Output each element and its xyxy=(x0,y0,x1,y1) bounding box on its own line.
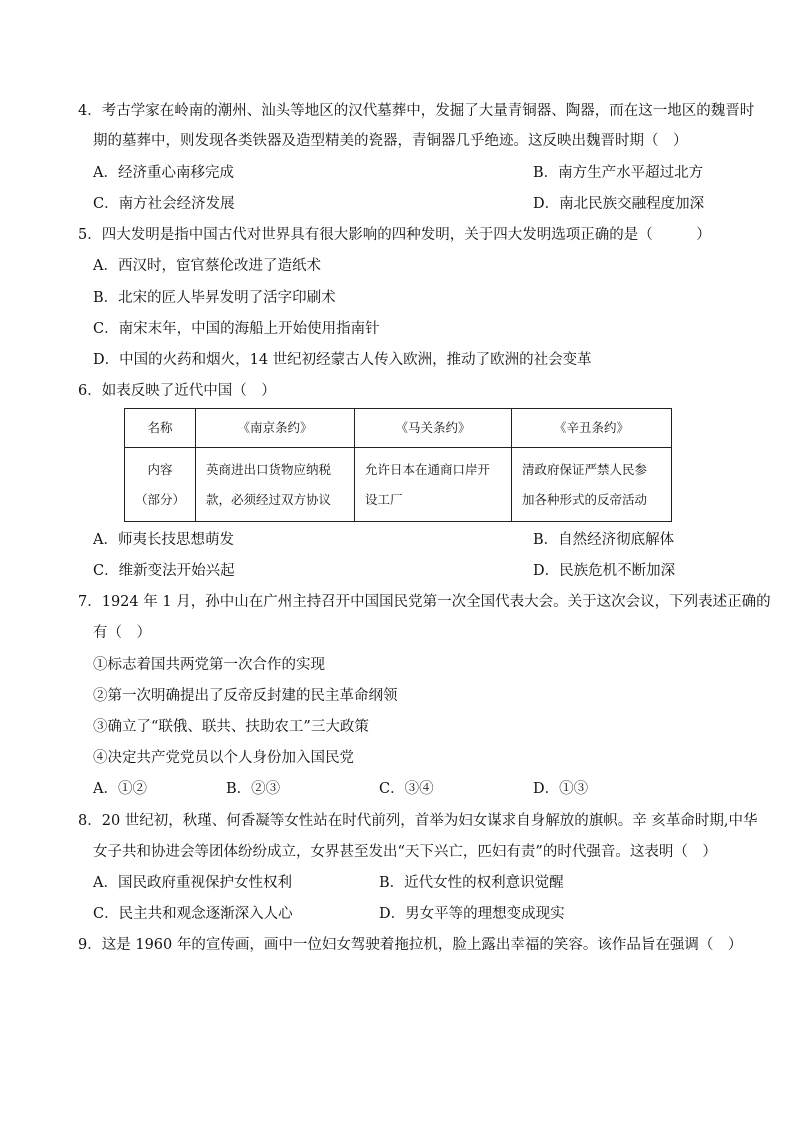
question-7-item-1: ①标志着国共两党第一次合作的实现 xyxy=(93,657,325,673)
question-5-option-b[interactable]: B．北宋的匠人毕昇发明了活字印刷术 xyxy=(93,290,336,306)
table-header-cell: 名称 xyxy=(125,409,196,448)
treaty-table xyxy=(124,408,672,522)
question-7-item-3: ③确立了“联俄、联共、扶助农工”三大政策 xyxy=(93,719,369,735)
question-9-line-1 xyxy=(78,935,742,955)
question-4-line-1 xyxy=(78,101,754,121)
question-8-line-2: 女子共和协进会等团体纷纷成立，女界甚至发出“天下兴亡，匹妇有责”的时代强音。这表明（ ） xyxy=(93,844,717,860)
question-6-option-b[interactable]: B．自然经济彻底解体 xyxy=(533,532,675,548)
table-row-label xyxy=(125,448,196,522)
question-6-option-c[interactable]: C．维新变法开始兴起 xyxy=(93,563,235,579)
question-5-line-1 xyxy=(78,225,711,245)
row-label-line: 内容 xyxy=(147,461,173,477)
cell-line: 加各种形式的反帝活动 xyxy=(522,491,648,507)
table-header-cell: 《辛丑条约》 xyxy=(512,409,672,448)
question-7-item-4: ④决定共产党党员以个人身份加入国民党 xyxy=(93,750,354,766)
table-cell-xinchou xyxy=(512,448,672,522)
question-5-option-c[interactable]: C．南宋末年，中国的海船上开始使用指南针 xyxy=(93,321,380,337)
question-text: 1924 年 1 月，孙中山在广州主持召开中国国民党第一次全国代表大会。关于这次会议，下列表述正确的 xyxy=(101,594,771,610)
question-4-option-b[interactable]: B．南方生产水平超过北方 xyxy=(533,165,704,181)
question-5-option-a[interactable]: A．西汉时，宦官蔡伦改进了造纸术 xyxy=(93,258,321,274)
table-header-row xyxy=(125,409,672,448)
question-number: 9． xyxy=(78,937,102,953)
question-text: 20 世纪初，秋瑾、何香凝等女性站在时代前列，首举为妇女谋求自身解放的旗帜。辛 亥革命时期,中华 xyxy=(101,813,758,829)
table-cell-nanjing xyxy=(196,448,355,522)
table-row xyxy=(125,448,672,522)
question-8-option-c[interactable]: C．民主共和观念逐渐深入人心 xyxy=(93,906,293,922)
question-text: 如表反映了近代中国（ ） xyxy=(101,383,276,399)
question-8-option-d[interactable]: D．男女平等的理想变成现实 xyxy=(379,906,565,922)
question-7-option-c[interactable]: C．③④ xyxy=(379,781,434,797)
question-4-option-d[interactable]: D．南北民族交融程度加深 xyxy=(533,196,705,212)
question-number: 4． xyxy=(78,103,102,119)
question-6-option-a[interactable]: A．师夷长技思想萌发 xyxy=(93,532,234,548)
cell-line: 款，必须经过双方协议 xyxy=(206,491,332,507)
table-header-cell: 《南京条约》 xyxy=(196,409,355,448)
question-text: 这是 1960 年的宣传画，画中一位妇女驾驶着拖拉机，脸上露出幸福的笑容。该作品旨在强调（ ） xyxy=(101,937,743,953)
cell-line: 设工厂 xyxy=(365,491,403,507)
question-number: 8． xyxy=(78,813,102,829)
question-text: 考古学家在岭南的潮州、汕头等地区的汉代墓葬中，发掘了大量青铜器、陶器，而在这一地区的魏晋时 xyxy=(101,103,755,119)
table-cell-maguan xyxy=(355,448,512,522)
question-number: 7． xyxy=(78,594,102,610)
question-7-line-2: 有（ ） xyxy=(93,625,151,641)
question-7-item-2: ②第一次明确提出了反帝反封建的民主革命纲领 xyxy=(93,688,398,704)
question-5-option-d[interactable]: D．中国的火药和烟火，14 世纪初经蒙古人传入欧洲，推动了欧洲的社会变革 xyxy=(93,352,592,368)
cell-line: 英商进出口货物应纳税 xyxy=(206,461,332,477)
question-8-option-a[interactable]: A．国民政府重视保护女性权利 xyxy=(93,875,292,891)
question-text: 四大发明是指中国古代对世界具有很大影响的四种发明，关于四大发明选项正确的是（ ） xyxy=(101,227,711,243)
question-number: 5． xyxy=(78,227,102,243)
question-6-option-d[interactable]: D．民族危机不断加深 xyxy=(533,563,676,579)
question-8-option-b[interactable]: B．近代女性的权利意识觉醒 xyxy=(379,875,564,891)
cell-line: 允许日本在通商口岸开 xyxy=(365,461,491,477)
cell-line: 清政府保证严禁人民参 xyxy=(522,461,648,477)
question-7-option-b[interactable]: B．②③ xyxy=(226,781,281,797)
table-header-cell: 《马关条约》 xyxy=(355,409,512,448)
question-4-option-c[interactable]: C．南方社会经济发展 xyxy=(93,196,235,212)
question-7-option-d[interactable]: D．①③ xyxy=(533,781,589,797)
question-8-line-1 xyxy=(78,811,758,831)
question-4-line-2: 期的墓葬中，则发现各类铁器及造型精美的瓷器，青铜器几乎绝迹。这反映出魏晋时期（ ） xyxy=(93,133,688,149)
question-7-line-1 xyxy=(78,592,771,612)
question-number: 6． xyxy=(78,383,102,399)
question-7-option-a[interactable]: A．①② xyxy=(93,781,147,797)
question-4-option-a[interactable]: A．经济重心南移完成 xyxy=(93,165,234,181)
row-label-line: （部分） xyxy=(134,491,185,507)
question-6-line-1 xyxy=(78,381,276,401)
